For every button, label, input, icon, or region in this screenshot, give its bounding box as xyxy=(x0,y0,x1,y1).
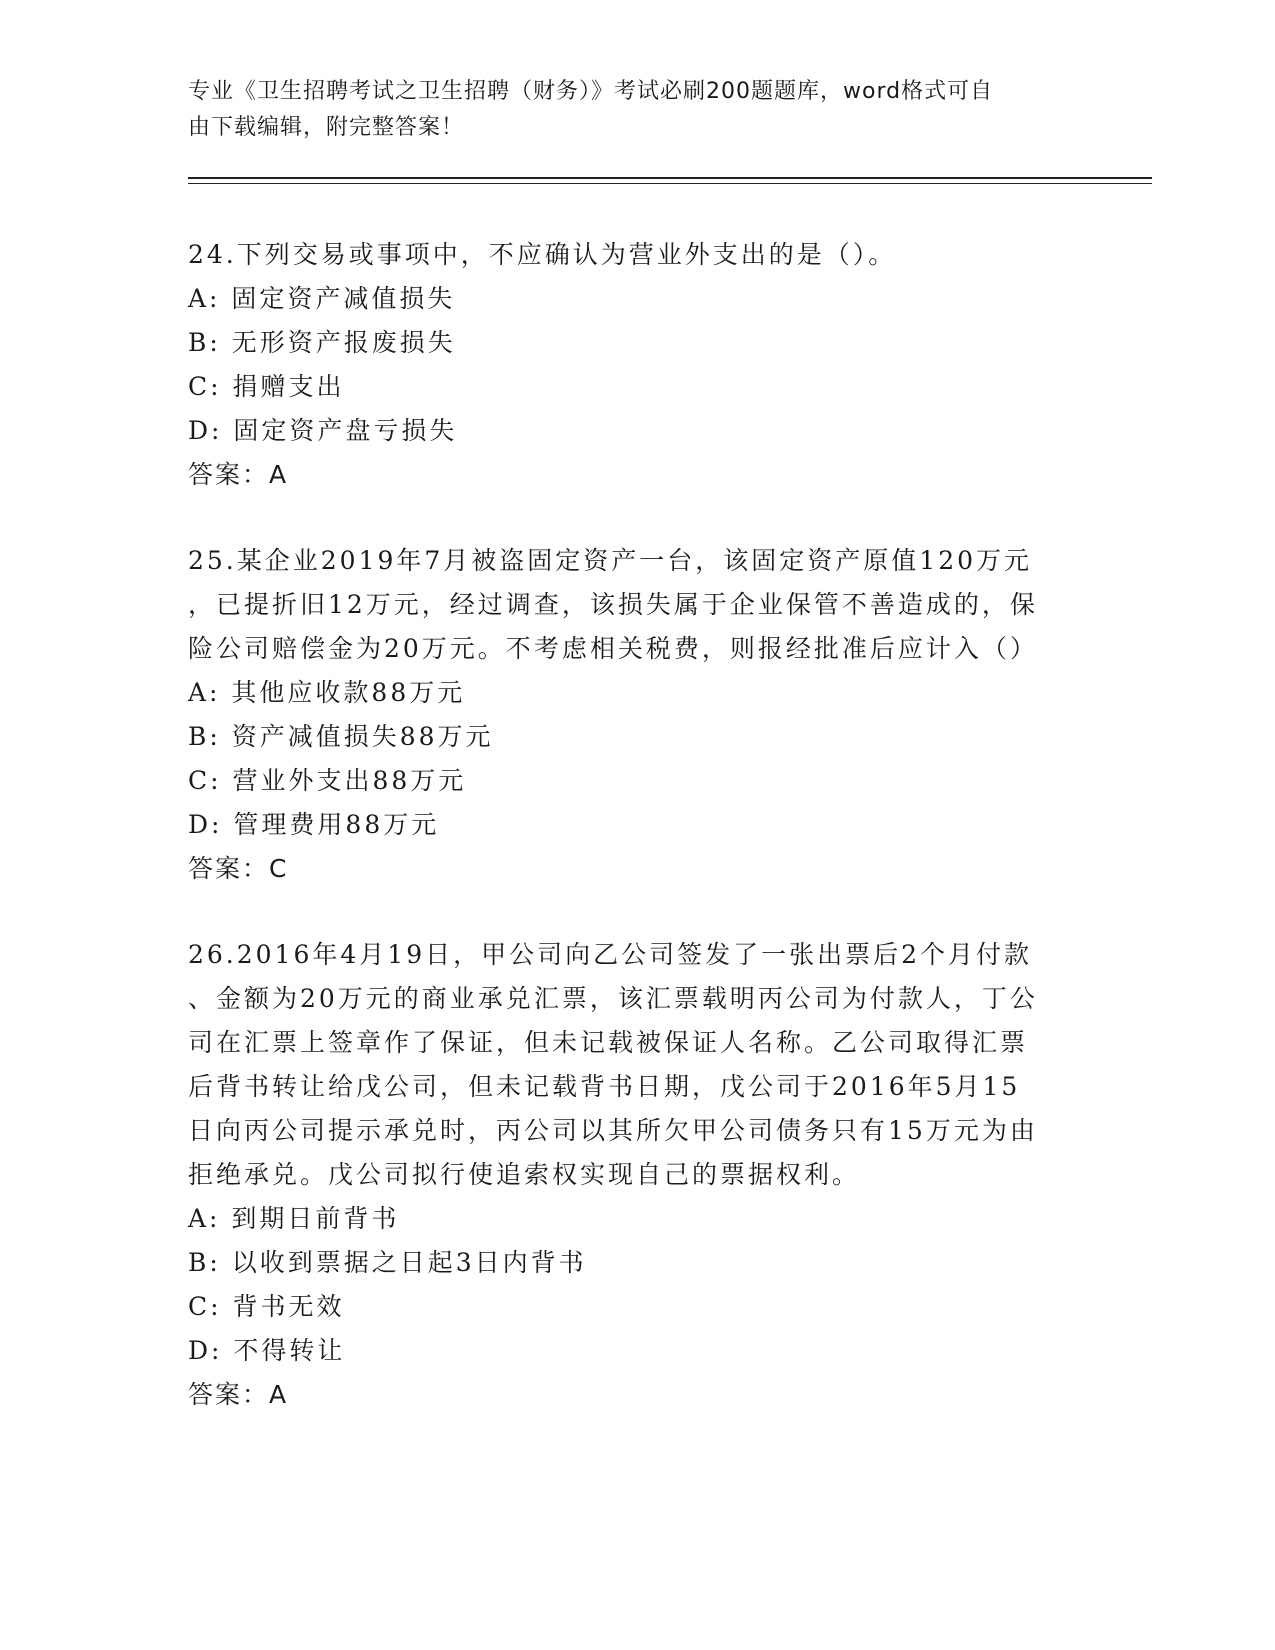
question-25-option-b: B: 资产减值损失88万元 xyxy=(188,722,494,751)
header-note-line-1: 专业《卫生招聘考试之卫生招聘（财务）》考试必刷200题题库，word格式可自 xyxy=(188,79,994,104)
question-24-option-d: D: 固定资产盘亏损失 xyxy=(188,416,458,445)
header-divider-thick xyxy=(188,177,1152,179)
question-26-stem-line-5: 日向丙公司提示承兑时，丙公司以其所欠甲公司债务只有15万元为由 xyxy=(188,1116,1038,1145)
question-25-option-a: A: 其他应收款88万元 xyxy=(188,678,466,707)
question-26-stem-line-1: 26.2016年4月19日，甲公司向乙公司签发了一张出票后2个月付款 xyxy=(188,940,1033,969)
question-26-stem-line-3: 司在汇票上签章作了保证，但未记载被保证人名称。乙公司取得汇票 xyxy=(188,1028,1029,1057)
question-24-option-c: C: 捐赠支出 xyxy=(188,372,345,401)
question-24-option-a: A: 固定资产减值损失 xyxy=(188,284,456,313)
header-note-line-2: 由下载编辑，附完整答案！ xyxy=(188,115,465,140)
question-25-stem-line-2: ，已提折旧12万元，经过调查，该损失属于企业保管不善造成的，保 xyxy=(188,590,1038,619)
question-26-stem-line-2: 、金额为20万元的商业承兑汇票，该汇票载明丙公司为付款人，丁公 xyxy=(188,984,1038,1013)
question-25-option-c: C: 营业外支出88万元 xyxy=(188,766,467,795)
question-24-option-b: B: 无形资产报废损失 xyxy=(188,328,456,357)
question-26-stem-line-4: 后背书转让给戊公司，但未记载背书日期，戊公司于2016年5月15 xyxy=(188,1072,1021,1101)
question-24-answer: 答案：A xyxy=(188,460,289,489)
question-26-stem-line-6: 拒绝承兑。戊公司拟行使追索权实现自己的票据权利。 xyxy=(188,1160,861,1189)
question-24-stem-line-1: 24.下列交易或事项中，不应确认为营业外支出的是（）。 xyxy=(188,240,897,269)
question-26-option-d: D: 不得转让 xyxy=(188,1336,346,1365)
header-note xyxy=(188,74,1068,146)
question-25-answer: 答案：C xyxy=(188,854,289,883)
question-26-option-b: B: 以收到票据之日起3日内背书 xyxy=(188,1248,587,1277)
question-25-stem-line-1: 25.某企业2019年7月被盗固定资产一台，该固定资产原值120万元 xyxy=(188,546,1033,575)
question-25-stem-line-3: 险公司赔偿金为20万元。不考虑相关税费，则报经批准后应计入（） xyxy=(188,634,1038,663)
question-26-option-c: C: 背书无效 xyxy=(188,1292,345,1321)
question-26-answer: 答案：A xyxy=(188,1380,289,1409)
header-divider-thin xyxy=(188,183,1152,184)
question-26-option-a: A: 到期日前背书 xyxy=(188,1204,400,1233)
question-25-option-d: D: 管理费用88万元 xyxy=(188,810,440,839)
